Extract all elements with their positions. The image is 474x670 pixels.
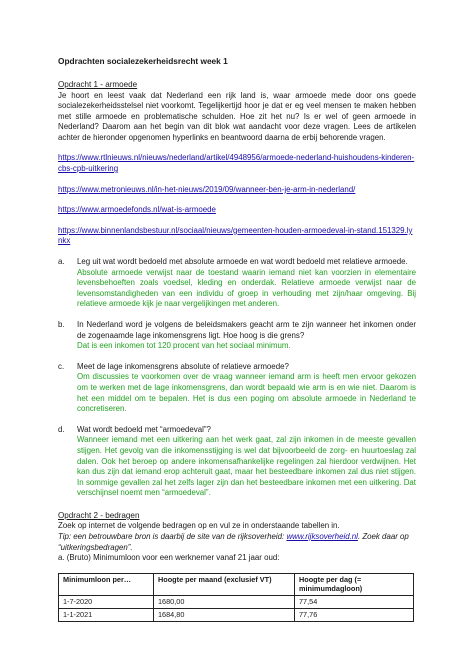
tip-text: [58, 532, 416, 553]
question-letter: b.: [58, 320, 65, 329]
intro-paragraph: Je hoort en leest vaak dat Nederland een rijk land is, waar armoede mede door ons goede socialezekerheidsstelsel niet voorkomt. Tegelijkertijd hoor je dat er eg veel mensen te maken hebben met stille armoede en problematische schulden. Hoe zit het nu? Is er wel of geen armoede in Nederland? Daarom aan het begin van dit blok wat aandacht voor deze vragen. Lees de artikelen achter de hieronder opgenomen hyperlinks en beantwoord daarna de erbij behorende vragen.: [58, 90, 416, 142]
table-cell: 77,76: [295, 608, 414, 621]
sub-question-a: a. (Bruto) Minimumloon voor een werknemer vanaf 21 jaar oud:: [58, 553, 280, 563]
question-block-a: [58, 257, 416, 310]
answer-text: Dat is een inkomen tot 120 procent van het sociaal minimum.: [77, 341, 291, 351]
question-block-b: [58, 320, 416, 352]
article-link-armoedefonds[interactable]: https://www.armoedefonds.nl/wat-is-armoede: [58, 205, 216, 215]
table-row: [59, 608, 414, 621]
question-letter: c.: [58, 361, 65, 371]
table-header-row: [59, 573, 414, 595]
question-text: Meet de lage inkomensgrens absolute of relatieve armoede?: [77, 361, 289, 371]
question-block-d: [58, 425, 416, 499]
answer-text: Absolute armoede verwijst naar de toestand waarin iemand niet kan voorzien in elementaire levensbehoeften zoals voedsel, kleding en onderdak. Relatieve armoede verwijst naar de levensomstandigheden van een individu of groep in verhouding met zijn/haar omgeving. Bij relatieve armoede kijk je naar vergelijkingen met anderen.: [77, 267, 416, 309]
question-letter: a.: [58, 257, 65, 267]
question-block-c: [58, 362, 416, 415]
answer-text: Om discussies te voorkomen over de vraag wanneer iemand arm is heeft men ervoor gekozen om te werken met de lage inkomensgrens, dan wordt bepaald wie arm is en wie niet. Daarom is het een middel om te bepalen. Het is dus een poging om absolute armoede in Nederland te concretiseren.: [77, 372, 416, 414]
question-text: Wat wordt bedoeld met “armoedeval”?: [77, 424, 211, 434]
table-cell: 1-1-2021: [59, 608, 154, 621]
rijksoverheid-link[interactable]: www.rijksoverheid.nl: [286, 532, 358, 541]
question-text: In Nederland word je volgens de beleidsmakers geacht arm te zijn wanneer het inkomen onder de zogenaamde lage inkomensgrens ligt. Hoe hoog is die grens?: [77, 320, 416, 340]
minimumloon-table: [58, 573, 414, 622]
article-link-binnenlandsbestuur[interactable]: https://www.binnenlandsbestuur.nl/sociaal/nieuws/gemeenten-houden-armoedeval-in-stand.151329.lynkx: [58, 225, 413, 246]
article-link-rtlnieuws[interactable]: https://www.rtlnieuws.nl/nieuws/nederland/artikel/4948956/armoede-nederland-huishoudens-kinderen-cbs-cpb-uitkering: [58, 153, 415, 174]
question-letter: d.: [58, 424, 65, 434]
question-text: Leg uit wat wordt bedoeld met absolute armoede en wat wordt bedoeld met relatieve armoede.: [77, 257, 408, 267]
table-cell: 1680,00: [154, 595, 295, 608]
article-link-metronieuws[interactable]: https://www.metronieuws.nl/in-het-nieuws/2019/09/wanneer-ben-je-arm-in-nederland/: [58, 184, 356, 194]
tip-prefix: Tip: een betrouwbare bron is daarbij de site van de rijksoverheid:: [58, 532, 287, 541]
tip-suffix: . Zoek daar op “uitkeringsbedragen”.: [58, 532, 409, 552]
answer-text: Wanneer iemand met een uitkering aan het werk gaat, zal zijn inkomen in de meeste gevallen stijgen. Het gevolg van die inkomensstijging is wel dat bijvoorbeeld de zorg- en huurtoeslag zal dalen. Ook het beroep op andere inkomensafhankelijke regelingen zal hierdoor verdwijnen. Het kan dus zijn dat iemand erop achteruit gaat, maar het besteedbare inkomen zal dus niet stijgen. In sommige gevallen zal het zelfs lager zijn dan het besteedbare inkomen met een uitkering. Dat verschijnsel noemt men “armoedeval”.: [77, 435, 416, 498]
document-title: Opdrachten socialezekerheidsrecht week 1: [58, 56, 228, 66]
section-heading-opdracht-1: Opdracht 1 - armoede: [58, 80, 138, 89]
table-header: Hoogte per maand (exclusief VT): [154, 573, 295, 595]
table-header: Hoogte per dag (= minimumdagloon): [295, 573, 414, 595]
table-header: Minimumloon per…: [59, 573, 154, 595]
table-cell: 1684,80: [154, 608, 295, 621]
table-cell: 77,54: [295, 595, 414, 608]
table-row: [59, 595, 414, 608]
section-heading-opdracht-2: Opdracht 2 - bedragen: [58, 510, 140, 520]
opdracht-2-intro: Zoek op internet de volgende bedragen op en vul ze in onderstaande tabellen in.: [58, 521, 340, 531]
table-cell: 1-7-2020: [59, 595, 154, 608]
